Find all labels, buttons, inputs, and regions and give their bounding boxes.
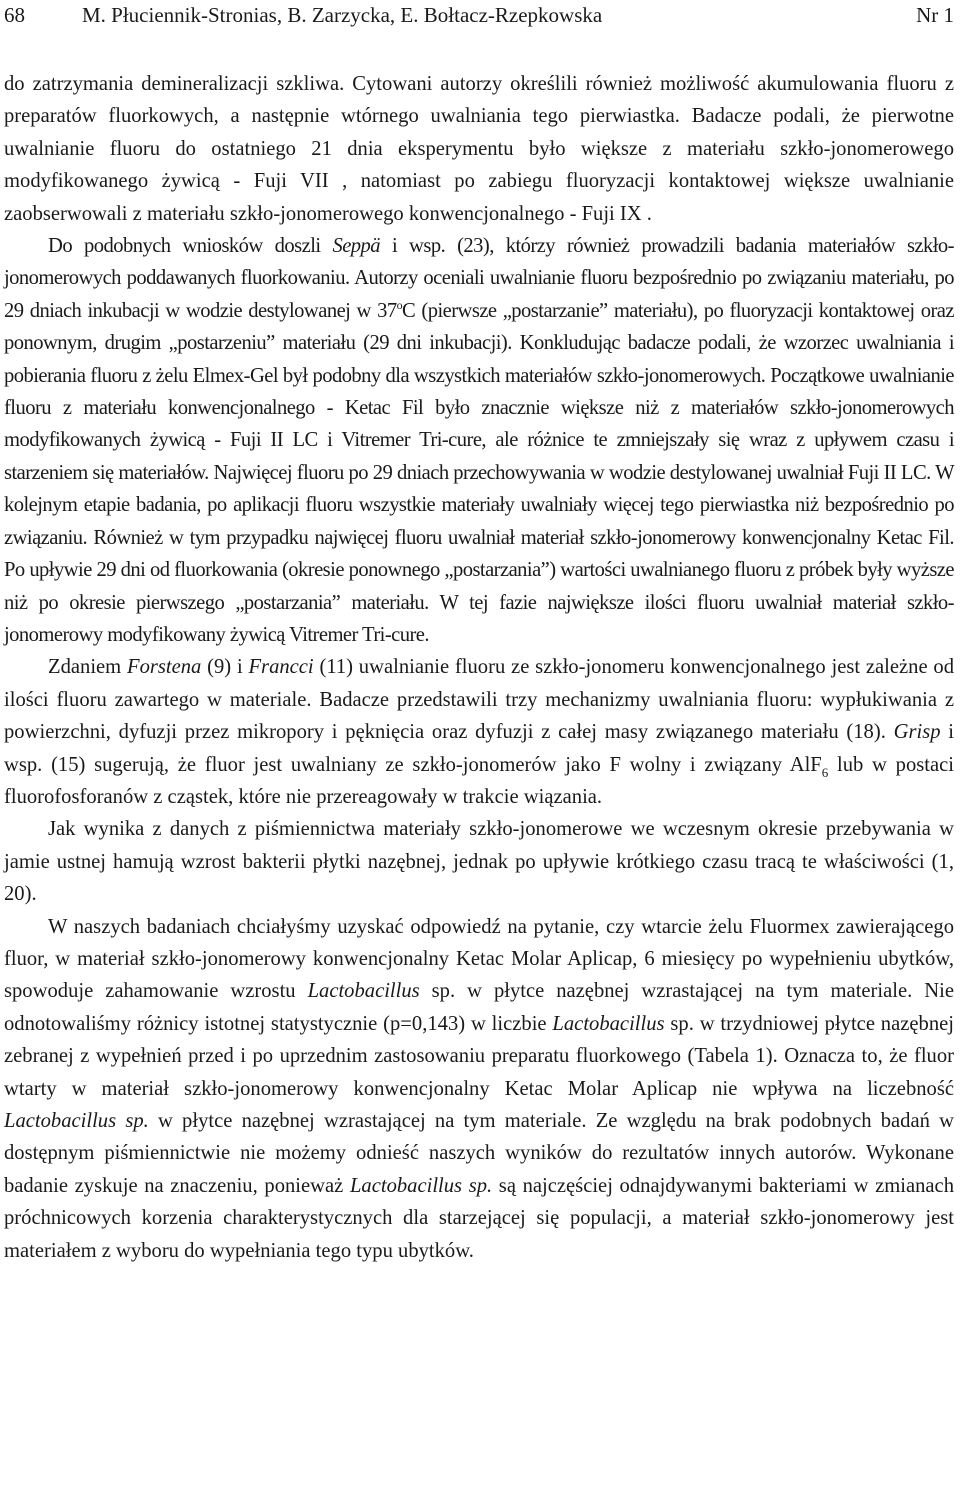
paragraph-text: i wsp. (15) sugerują, że fluor jest uwalniany ze szkło-jonomerów jako F wolny i związany AlF bbox=[4, 721, 955, 776]
paragraph-text: lub w postaci fluorofosforanów z cząstek, które nie przereagowały w trakcie wiązania. bbox=[4, 753, 954, 808]
species-name-italic: Lactobacillus bbox=[552, 1012, 665, 1035]
paragraph-literature bbox=[4, 813, 954, 910]
species-name-italic: Lactobacillus bbox=[307, 980, 420, 1003]
author-name-italic: Forstena bbox=[126, 656, 202, 679]
page-number: 68 bbox=[4, 3, 25, 27]
paragraph-text: w płytce nazębnej wzrastającej na tym materiale. Ze względu na brak podobnych badań w dostępnym piśmiennictwie nie możemy odnieść naszych wyników do rezultatów innych autorów. Wykonane badanie zyskuje na znaczeniu, ponieważ bbox=[4, 1110, 954, 1197]
running-header-authors: M. Płuciennik-Stronias, B. Zarzycka, E. Bołtacz-Rzepkowska bbox=[82, 3, 603, 27]
paragraph-text: są najczęściej odnajdywanymi bakteriami w zmianach próchnicowych korzenia charakterystycznych dla starzejącej się populacji, a materiał szkło-jonomerowy jest materiałem z wyboru do wypełniania tego typu ubytków. bbox=[4, 1174, 954, 1262]
issue-number: Nr 1 bbox=[916, 3, 954, 27]
paragraph-continued bbox=[4, 68, 954, 230]
article-body bbox=[4, 68, 954, 1267]
paragraph-text: C (pierwsze „postarzanie” materiału), po fluoryzacji kontaktowej oraz ponownym, drugim „postarzeniu” materiału (29 dni inkubacji). Konkludując badacze podali, że wzorzec uwalniania i pobierania fluoru z żelu Elmex-Gel był podobny dla wszystkich materiałów szkło-jonomerowych. Początkowe uwalnianie fluoru z materiału konwencjonalnego - Ketac Fil było znacznie większe niż z materiałów szkło-jonomerowych modyfikowanych żywicą - Fuji II LC i Vitremer Tri-cure, ale różnice te zmniejszały się wraz z upływem czasu i starzeniem się materiałów. Najwięcej fluoru po 29 dniach przechowywania w wodzie destylowanej uwalniał Fuji II LC. W kolejnym etapie badania, po aplikacji fluoru wszystkie materiały uwalniały więcej tego pierwiastka niż bezpośrednio po związaniu. Również w tym przypadku najwięcej fluoru uwalniał materiał szkło-jonomerowy konwencjonalny Ketac Fil. Po upływie 29 dni od fluorkowania (okresie ponownego „postarzania”) wartości uwalnianego fluoru z próbek były wyższe niż po okresie pierwszego „postarzania” materiału. W tej fazie największe ilości fluoru uwalniał materiał szkło-jonomerowy modyfikowany żywicą Vitremer Tri-cure. bbox=[4, 299, 954, 646]
paragraph-text: i wsp. (23), którzy również prowadzili badania materiałów szkło-jonomerowych poddawanych fluorkowaniu. Autorzy oceniali uwalnianie fluoru bezpośrednio po związaniu materiału, po 29 dniach inkubacji w wodzie destylowanej w 37 bbox=[4, 235, 954, 322]
paragraph-text: sp. w płytce nazębnej wzrastającej na tym materiale. Nie odnotowaliśmy różnicy istotnej statystycznie (p=0,143) w liczbie bbox=[4, 980, 954, 1035]
formula-subscript: 6 bbox=[821, 764, 829, 780]
author-name-italic: Francci bbox=[248, 656, 314, 679]
paragraph-text: Jak wynika z danych z piśmiennictwa materiały szkło-jonomerowe we wczesnym okresie przebywania w jamie ustnej hamują wzrost bakterii płytki nazębnej, jednak po upływie krótkiego czasu tracą te właściwości (1, 20). bbox=[4, 818, 954, 906]
degree-superscript: o bbox=[396, 297, 403, 312]
species-name-italic: Lactobacillus sp. bbox=[4, 1110, 149, 1132]
paragraph-text: (11) uwalnianie fluoru ze szkło-jonomeru konwencjonalnego jest zależne od ilości fluoru zawartego w materiale. Badacze przedstawili trzy mechanizmy uwalniania fluoru: wypłukiwania z powierzchni, dyfuzji przez mikropory i pęknięcia oraz dyfuzji z całej masy związanego materiału (18). bbox=[4, 656, 954, 744]
paragraph-own-research bbox=[4, 911, 954, 1267]
author-name-italic: Seppä bbox=[332, 235, 381, 258]
paragraph-text: Do podobnych wniosków doszli bbox=[48, 235, 333, 258]
paragraph-text: (9) i bbox=[201, 656, 249, 679]
paragraph-text: W naszych badaniach chciałyśmy uzyskać odpowiedź na pytanie, czy wtarcie żelu Fluormex zawierającego fluor, w materiał szkło-jonomerowy konwencjonalny Ketac Molar Aplicap, 6 miesięcy po wypełnieniu ubytków, spowoduje zahamowanie wzrostu bbox=[4, 915, 954, 1003]
paragraph-text: do zatrzymania demineralizacji szkliwa. Cytowani autorzy określili również możliwość akumulowania fluoru z preparatów fluorkowych, a następnie wtórnego uwalniania tego pierwiastka. Badacze podali, że pierwotne uwalnianie fluoru do ostatniego 21 dnia eksperymentu było większe z materiału szkło-jonomerowego modyfikowanego żywicą - Fuji VII , natomiast po zabiegu fluoryzacji kontaktowej większe uwalnianie zaobserwowali z materiału szkło-jonomerowego konwencjonalnego - Fuji IX . bbox=[4, 73, 954, 225]
paragraph-text: Zdaniem bbox=[48, 656, 127, 679]
paragraph-text: sp. w trzydniowej płytce nazębnej zebranej z wypełnień przed i po uprzednim zastosowaniu preparatu fluorkowego (Tabela 1). Oznacza to, że fluor wtarty w materiał szkło-jonomerowy konwencjonalny Ketac Molar Aplicap nie wpływa na liczebność bbox=[4, 1012, 954, 1100]
species-name-italic: Lactobacillus sp. bbox=[349, 1174, 493, 1197]
paragraph-forsten bbox=[4, 651, 954, 813]
author-name-italic: Grisp bbox=[893, 721, 941, 744]
paragraph-seppa bbox=[4, 230, 954, 651]
running-header bbox=[4, 0, 954, 34]
